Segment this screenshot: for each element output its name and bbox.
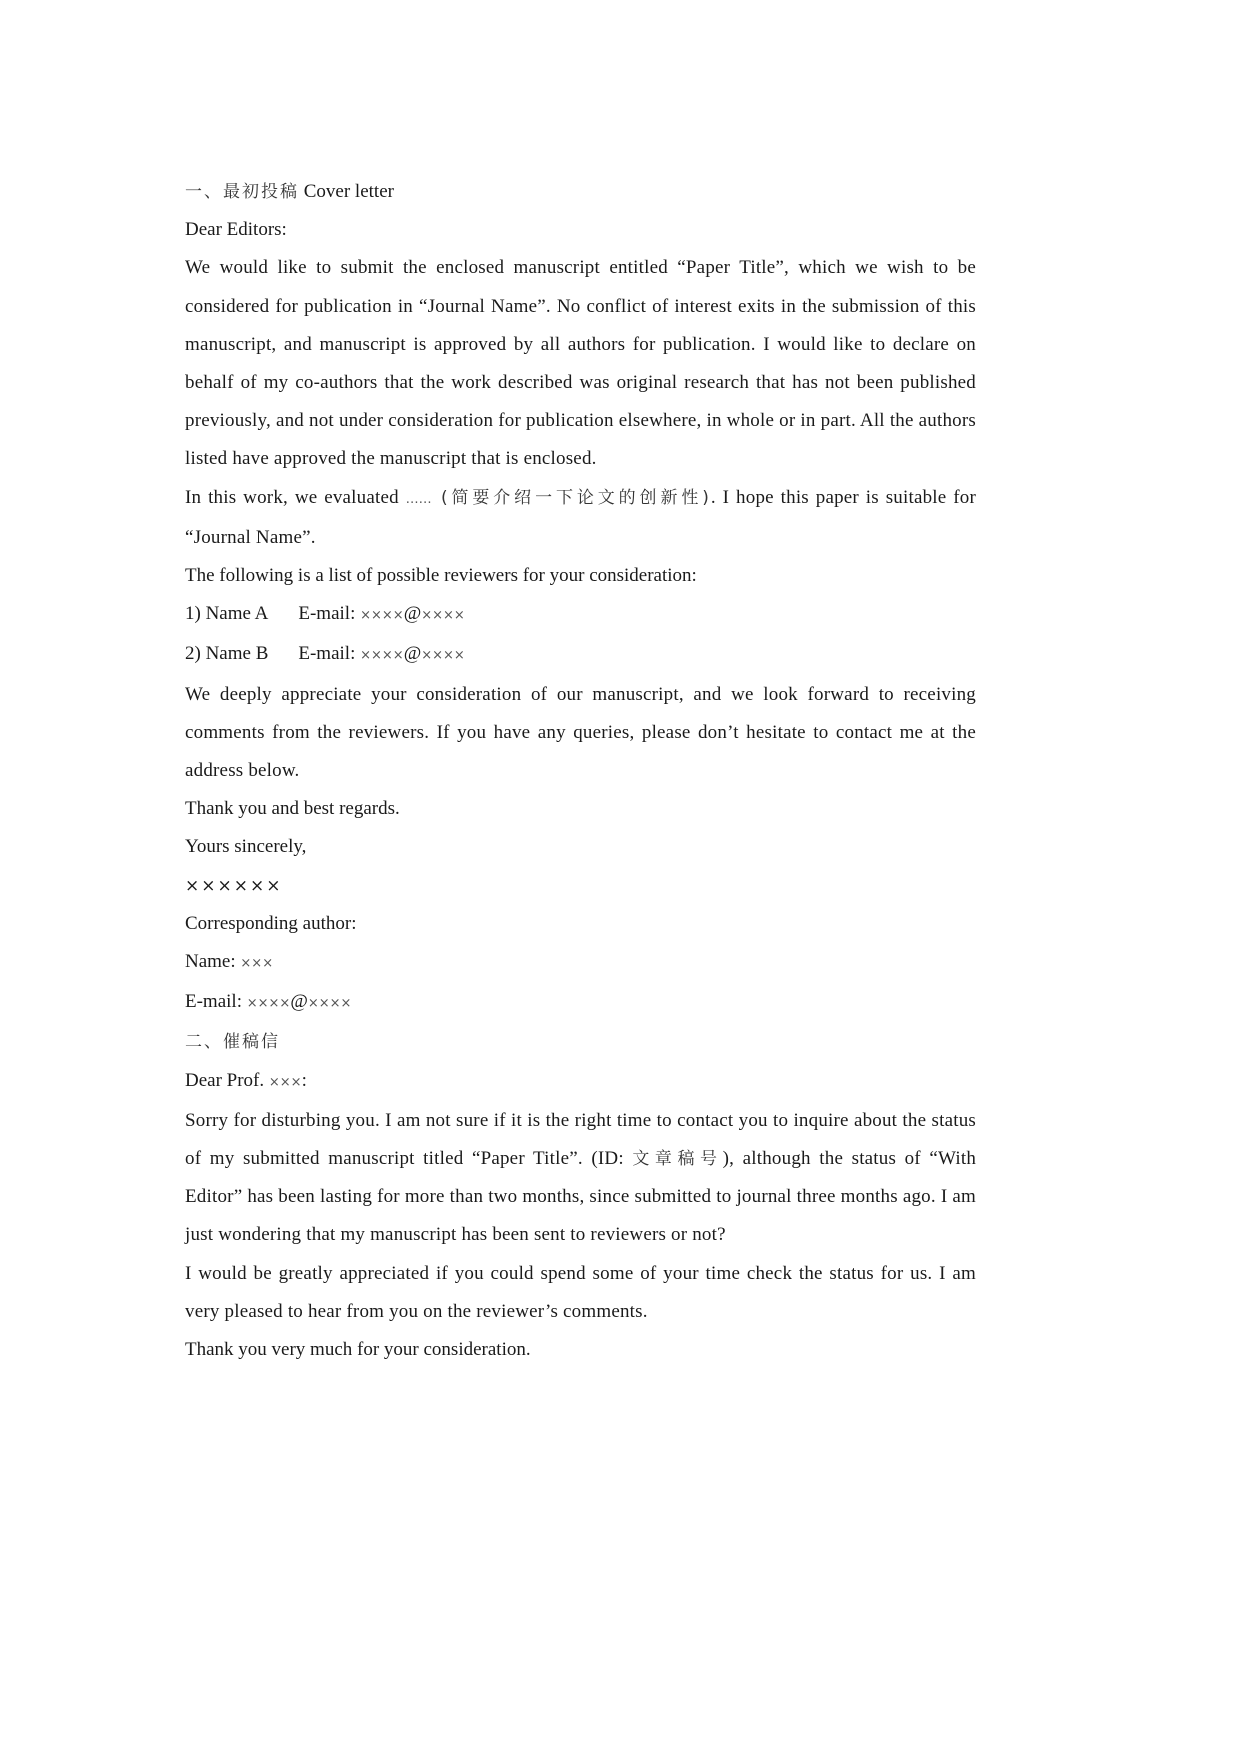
email-domain: ×××× xyxy=(307,996,352,1012)
reviewer-email-label: E-mail: xyxy=(298,643,361,665)
signature: ×××××× xyxy=(185,875,283,896)
paragraph-work-summary xyxy=(185,479,976,557)
reviewer-email-local: ×××× xyxy=(360,608,404,624)
salutation-end: : xyxy=(301,1069,307,1091)
work-summary-cn-note: (简要介绍一下论文的创新性) xyxy=(431,487,711,508)
section-number: 二、 xyxy=(185,1032,223,1053)
email-label: E-mail: xyxy=(185,991,247,1013)
salutation-prof xyxy=(185,1062,976,1102)
paragraph-request: I would be greatly appreciated if you could spend some of your time check the status for us. I am very pleased to hear from you on the reviewer’s comments. xyxy=(185,1262,976,1322)
paragraph-appreciation: We deeply appreciate your consideration of our manuscript, and we look forward to receiving comments from the reviewers. If you have any queries, please don’t hesitate to contact me at the address below. xyxy=(185,683,976,782)
section-title-en: Cover letter xyxy=(303,181,394,202)
corresponding-author-label: Corresponding author: xyxy=(185,912,357,934)
reviewer-item xyxy=(185,635,976,675)
paragraph-status-inquiry xyxy=(185,1102,976,1255)
ellipsis: …… xyxy=(405,491,432,507)
salutation-name: ××× xyxy=(268,1074,302,1090)
inquiry-start: Sorry for disturbing you. I am not sure if it is the right time to contact you to inquire about the status of my submitted manuscript titled “Paper Title”. (ID: xyxy=(185,1109,976,1170)
thanks-line-2: Thank you very much for your consideration. xyxy=(185,1339,531,1361)
paragraph-submission: We would like to submit the enclosed manuscript entitled “Paper Title”, which we wish to be considered for publication in “Journal Name”. No conflict of interest exits in the submission of this manuscript, and manuscript is approved by all authors for publication. I would like to declare on behalf of my co-authors that the work described was original research that has not been published previously, and not under consideration for publication elsewhere, in whole or in part. All the authors listed have approved the manuscript that is enclosed. xyxy=(185,257,976,470)
inquiry-end: ), although the status of “With Editor” has been lasting for more than two months, since submitted to journal three months ago. I am just wondering that my manuscript has been sent to reviewers or not? xyxy=(185,1148,977,1246)
work-summary-end: . I hope this paper is suitable for “Journal Name”. xyxy=(185,486,976,548)
reviewer-email-domain: ×××× xyxy=(421,608,465,624)
reviewer-email-at: @ xyxy=(403,643,422,665)
reviewer-name: 1) Name A xyxy=(185,603,269,625)
section-title-cn: 催稿信 xyxy=(223,1032,280,1053)
reviewer-email-at: @ xyxy=(403,603,422,625)
reviewers-intro: The following is a list of possible reviewers for your consideration: xyxy=(185,565,697,587)
salutation-start: Dear Prof. xyxy=(185,1069,269,1091)
reviewer-email-domain: ×××× xyxy=(421,648,465,664)
section-heading-cover-letter xyxy=(185,173,976,211)
document-body xyxy=(185,173,976,1369)
thanks-line: Thank you and best regards. xyxy=(185,798,400,820)
reviewer-item xyxy=(185,595,976,635)
email-at: @ xyxy=(290,991,308,1013)
reviewer-email-local: ×××× xyxy=(360,648,404,664)
work-summary-start: In this work, we evaluated xyxy=(185,486,406,508)
section-title-cn: 最初投稿 xyxy=(223,182,299,202)
corresponding-email xyxy=(185,983,976,1023)
closing-line: Yours sincerely, xyxy=(185,836,307,858)
name-value: ××× xyxy=(240,956,274,972)
section-heading-reminder xyxy=(185,1023,976,1061)
section-number: 一、 xyxy=(185,182,223,202)
inquiry-id-cn: 文章稿号 xyxy=(632,1149,723,1170)
corresponding-name xyxy=(185,943,976,983)
reviewer-email-label: E-mail: xyxy=(298,603,361,625)
name-label: Name: xyxy=(185,951,241,973)
email-local: ×××× xyxy=(246,996,291,1012)
salutation: Dear Editors: xyxy=(185,219,287,241)
reviewer-name: 2) Name B xyxy=(185,643,269,665)
